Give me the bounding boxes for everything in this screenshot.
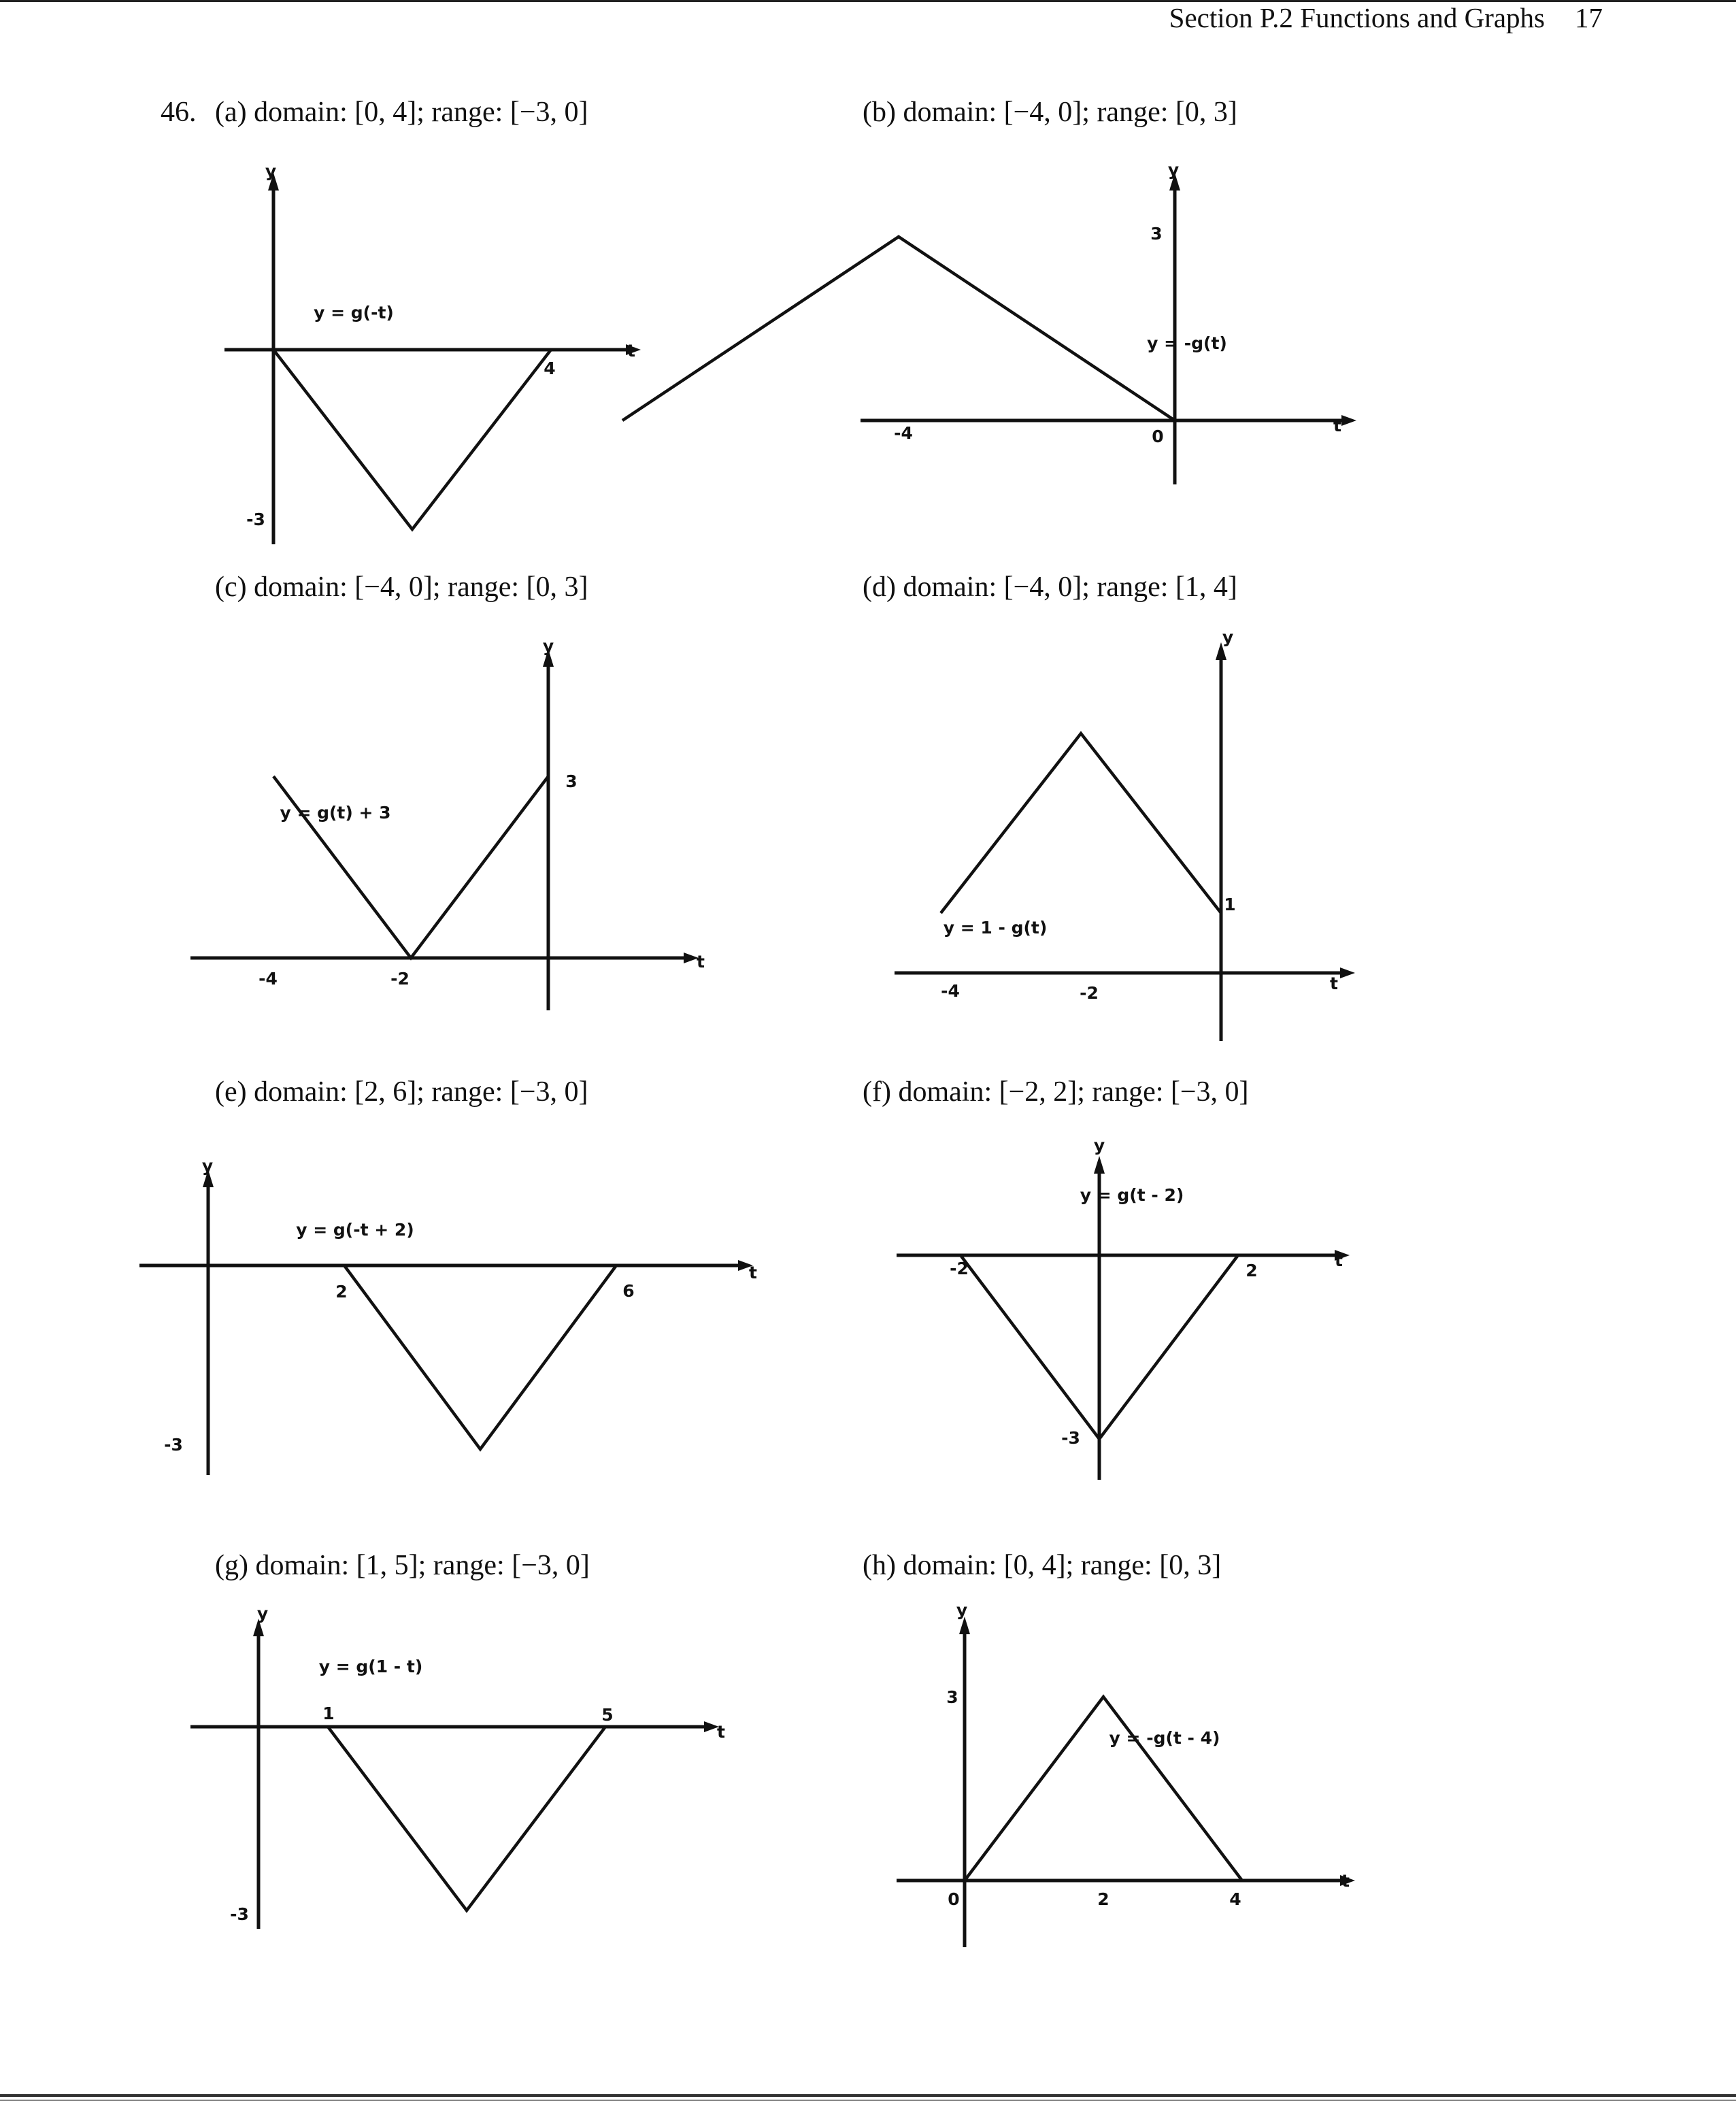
graph-g-t-label: t [717, 1722, 725, 1742]
graph-e [139, 1156, 757, 1475]
graph-c-t-label: t [697, 952, 705, 972]
problem-number: 46. [161, 97, 197, 128]
graph-e-y-label: y [201, 1156, 214, 1176]
graph-f-t-label: t [1335, 1251, 1343, 1270]
graph-d-equation: y = 1 - g(t) [943, 918, 1048, 938]
section-title: Section P.2 Functions and Graphs [1169, 2, 1545, 33]
graph-h-equation: y = -g(t - 4) [1109, 1728, 1220, 1748]
graph-f-equation: y = g(t - 2) [1080, 1185, 1184, 1205]
caption-f: (f) domain: [−2, 2]; range: [−3, 0] [863, 1076, 1249, 1108]
graph-g-y-tick: -3 [230, 1904, 249, 1924]
graph-g-equation: y = g(1 - t) [318, 1657, 423, 1676]
graph-g [190, 1604, 725, 1929]
graph-b [622, 160, 1356, 484]
graph-e-equation: y = g(-t + 2) [296, 1220, 414, 1240]
graph-b-t-label: t [1333, 416, 1341, 435]
graph-a-equation: y = g(-t) [314, 303, 394, 322]
graph-c [190, 636, 705, 1010]
graph-b-x-tick: 0 [1152, 427, 1164, 446]
graph-g-x-tick: 5 [601, 1705, 614, 1725]
graph-d-y-tick: 1 [1224, 895, 1236, 914]
graph-d-x-tick: -4 [941, 981, 960, 1001]
caption-c: (c) domain: [−4, 0]; range: [0, 3] [215, 572, 588, 603]
graph-f-y-label: y [1093, 1136, 1105, 1155]
graph-a-y-label: y [265, 161, 277, 181]
graph-g-x-tick: 1 [322, 1704, 335, 1723]
graph-a-t-label: t [627, 341, 635, 361]
graph-a [224, 161, 641, 544]
arrow-right-icon [1341, 415, 1356, 426]
graph-h-y-tick: 3 [946, 1687, 958, 1707]
graph-e-x-tick: 6 [622, 1281, 635, 1301]
arrow-up-icon [1094, 1156, 1105, 1174]
graph-b-curve [622, 237, 1175, 420]
graph-h-x-tick: 4 [1229, 1889, 1241, 1909]
graph-e-y-tick: -3 [164, 1435, 183, 1455]
graph-e-x-tick: 2 [335, 1282, 348, 1302]
graph-d-y-label: y [1222, 627, 1234, 647]
graph-h-x-tick: 0 [948, 1889, 960, 1909]
graph-a-y-tick: -3 [246, 510, 265, 529]
bottom-rule-thin [0, 2100, 1736, 2101]
arrow-right-icon [1340, 967, 1355, 978]
graph-f-y-tick: -3 [1061, 1428, 1080, 1448]
graph-g-y-label: y [256, 1604, 269, 1623]
graph-b-y-tick: 3 [1150, 224, 1163, 244]
graph-f [897, 1136, 1350, 1480]
page-number: 17 [1575, 2, 1603, 33]
graph-c-equation: y = g(t) + 3 [280, 803, 391, 823]
bottom-rule [0, 2094, 1736, 2097]
graph-c-y-tick: 3 [565, 772, 578, 791]
graph-f-x-tick: 2 [1246, 1261, 1258, 1280]
caption-a: (a) domain: [0, 4]; range: [−3, 0] [215, 97, 588, 128]
caption-g: (g) domain: [1, 5]; range: [−3, 0] [215, 1550, 590, 1581]
graph-f-x-tick: -2 [950, 1259, 969, 1278]
graph-c-x-tick: -4 [258, 969, 278, 989]
graph-b-y-label: y [1167, 160, 1180, 180]
graph-b-x-tick: -4 [894, 423, 913, 443]
graph-d-x-tick: -2 [1080, 983, 1099, 1003]
graph-d [895, 627, 1355, 1041]
caption-h: (h) domain: [0, 4]; range: [0, 3] [863, 1550, 1222, 1581]
graph-e-t-label: t [749, 1263, 757, 1282]
caption-d: (d) domain: [−4, 0]; range: [1, 4] [863, 572, 1237, 603]
graph-c-y-label: y [542, 636, 554, 656]
graph-a-x-tick: 4 [544, 359, 556, 378]
graph-g-curve [328, 1727, 605, 1910]
graph-h-curve [965, 1697, 1242, 1881]
graph-h-y-label: y [956, 1600, 968, 1620]
graph-d-t-label: t [1330, 974, 1338, 993]
graph-c-x-tick: -2 [390, 969, 410, 989]
caption-e: (e) domain: [2, 6]; range: [−3, 0] [215, 1076, 588, 1108]
caption-b: (b) domain: [−4, 0]; range: [0, 3] [863, 97, 1237, 128]
graph-h-x-tick: 2 [1097, 1889, 1109, 1909]
graph-e-curve [344, 1265, 616, 1449]
graph-h-t-label: t [1341, 1871, 1350, 1891]
graph-b-equation: y = -g(t) [1147, 333, 1227, 353]
graph-d-curve [941, 733, 1221, 913]
graph-a-curve [273, 350, 551, 529]
graph-h [897, 1600, 1355, 1947]
